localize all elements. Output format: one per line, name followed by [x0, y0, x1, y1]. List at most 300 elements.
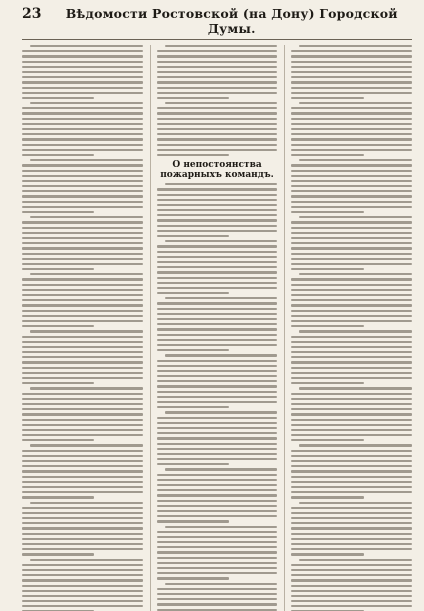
text-line — [291, 144, 412, 146]
text-line — [22, 533, 143, 535]
text-line — [291, 268, 363, 270]
text-line — [22, 232, 143, 234]
text-line — [22, 278, 143, 280]
text-line — [157, 365, 278, 367]
text-line — [157, 245, 278, 247]
text-line — [157, 520, 229, 522]
text-line — [291, 76, 412, 78]
text-line — [291, 419, 412, 421]
page-number: 23 — [22, 6, 42, 22]
text-line — [299, 559, 412, 561]
text-line — [291, 341, 412, 343]
text-line — [157, 235, 229, 237]
text-line — [157, 572, 278, 574]
text-line — [157, 505, 278, 507]
text-line — [291, 460, 412, 462]
text-line — [22, 569, 143, 571]
text-line — [22, 377, 143, 379]
text-line — [157, 593, 278, 595]
text-line — [22, 538, 143, 540]
text-line — [291, 66, 412, 68]
text-line — [291, 590, 412, 592]
text-line — [157, 199, 278, 201]
text-line — [299, 159, 412, 161]
text-line — [22, 310, 143, 312]
text-line — [291, 154, 363, 156]
text-line — [291, 92, 412, 94]
text-line — [22, 491, 143, 493]
text-line — [22, 247, 143, 249]
text-line — [291, 574, 412, 576]
text-line — [291, 227, 412, 229]
text-line — [22, 455, 143, 457]
text-line — [291, 553, 363, 555]
text-line — [22, 206, 143, 208]
text-line — [291, 429, 412, 431]
text-line — [291, 393, 412, 395]
text-line — [157, 112, 278, 114]
text-line — [30, 387, 143, 389]
text-line — [157, 188, 278, 190]
text-line — [291, 149, 412, 151]
text-line — [22, 465, 143, 467]
text-line — [291, 439, 363, 441]
text-line — [291, 450, 412, 452]
text-line — [22, 71, 143, 73]
text-line — [291, 294, 412, 296]
text-line — [22, 144, 143, 146]
text-line — [22, 527, 143, 529]
text-line — [291, 382, 363, 384]
text-line — [22, 221, 143, 223]
text-line — [157, 266, 278, 268]
text-line — [22, 450, 143, 452]
text-line — [299, 330, 412, 332]
text-line — [157, 536, 278, 538]
text-line — [30, 45, 143, 47]
text-line — [22, 574, 143, 576]
text-line — [157, 302, 278, 304]
text-line — [30, 444, 143, 446]
text-line — [157, 567, 278, 569]
text-line — [165, 45, 278, 47]
text-line — [22, 367, 143, 369]
text-line — [22, 486, 143, 488]
text-line — [299, 102, 412, 104]
text-line — [291, 242, 412, 244]
text-line — [291, 190, 412, 192]
text-line — [157, 92, 278, 94]
column-left — [22, 45, 143, 611]
text-line — [22, 496, 94, 498]
text-line — [291, 434, 412, 436]
text-line — [157, 479, 278, 481]
text-line — [291, 569, 412, 571]
text-line — [291, 185, 412, 187]
text-line — [22, 253, 143, 255]
text-line — [165, 526, 278, 528]
text-line — [157, 154, 229, 156]
text-line — [165, 354, 278, 356]
text-line — [291, 221, 412, 223]
text-line — [157, 380, 278, 382]
text-line — [165, 183, 278, 185]
text-line — [22, 92, 143, 94]
text-line — [157, 417, 278, 419]
text-line — [291, 424, 412, 426]
text-line — [299, 45, 412, 47]
text-line — [157, 453, 278, 455]
text-line — [291, 605, 412, 607]
text-line — [22, 579, 143, 581]
text-line — [157, 443, 278, 445]
column-middle — [150, 45, 278, 611]
text-line — [157, 541, 278, 543]
text-line — [291, 175, 412, 177]
text-line — [291, 164, 412, 166]
text-line — [22, 284, 143, 286]
text-line — [291, 413, 412, 415]
text-line — [291, 237, 412, 239]
text-line — [22, 382, 94, 384]
text-line — [157, 144, 278, 146]
text-line — [157, 138, 278, 140]
text-line — [291, 253, 412, 255]
text-line — [291, 538, 412, 540]
text-line — [291, 247, 412, 249]
text-line — [157, 609, 278, 611]
text-line — [157, 66, 278, 68]
text-line — [157, 494, 278, 496]
text-line — [22, 97, 94, 99]
text-line — [291, 201, 412, 203]
text-line — [22, 211, 94, 213]
text-line — [291, 310, 412, 312]
text-line — [157, 427, 278, 429]
text-line — [291, 367, 412, 369]
text-line — [291, 403, 412, 405]
text-line — [291, 289, 412, 291]
text-line — [291, 71, 412, 73]
text-line — [291, 325, 363, 327]
text-line — [291, 206, 412, 208]
text-line — [157, 562, 278, 564]
text-line — [157, 396, 278, 398]
text-line — [291, 55, 412, 57]
text-line — [22, 201, 143, 203]
text-line — [22, 320, 143, 322]
text-line — [291, 517, 412, 519]
text-line — [157, 71, 278, 73]
text-line — [157, 61, 278, 63]
text-line — [157, 546, 278, 548]
text-line — [157, 204, 278, 206]
text-line — [291, 50, 412, 52]
text-line — [157, 577, 229, 579]
text-line — [291, 87, 412, 89]
text-line — [157, 318, 278, 320]
text-line — [22, 242, 143, 244]
text-line — [157, 209, 278, 211]
text-line — [157, 256, 278, 258]
text-line — [157, 97, 229, 99]
text-line — [157, 50, 278, 52]
text-line — [291, 486, 412, 488]
text-line — [22, 434, 143, 436]
text-line — [299, 444, 412, 446]
text-line — [22, 564, 143, 566]
text-line — [30, 102, 143, 104]
text-line — [157, 349, 229, 351]
text-line — [157, 339, 278, 341]
text-line — [291, 211, 363, 213]
text-line — [22, 460, 143, 462]
text-line — [22, 325, 94, 327]
text-line — [22, 185, 143, 187]
text-line — [157, 219, 278, 221]
text-line — [157, 484, 278, 486]
text-line — [157, 370, 278, 372]
text-line — [291, 512, 412, 514]
text-line — [291, 455, 412, 457]
text-line — [157, 531, 278, 533]
text-line — [291, 195, 412, 197]
text-line — [157, 81, 278, 83]
text-line — [165, 411, 278, 413]
text-line — [291, 61, 412, 63]
text-line — [291, 123, 412, 125]
text-line — [157, 277, 278, 279]
text-line — [299, 216, 412, 218]
text-line — [291, 595, 412, 597]
text-line — [299, 502, 412, 504]
text-line — [157, 133, 278, 135]
text-line — [157, 323, 278, 325]
text-line — [22, 164, 143, 166]
text-line — [291, 112, 412, 114]
page-header — [22, 6, 412, 40]
text-line — [22, 154, 94, 156]
text-line — [157, 422, 278, 424]
text-line — [157, 251, 278, 253]
text-line — [22, 419, 143, 421]
text-line — [157, 313, 278, 315]
text-line — [291, 138, 412, 140]
text-line — [157, 489, 278, 491]
text-line — [22, 133, 143, 135]
text-line — [157, 375, 278, 377]
text-line — [291, 398, 412, 400]
text-line — [22, 268, 94, 270]
text-line — [22, 346, 143, 348]
text-line — [22, 553, 94, 555]
text-line — [22, 138, 143, 140]
text-line — [291, 263, 412, 265]
text-line — [291, 258, 412, 260]
text-line — [299, 387, 412, 389]
text-line — [157, 448, 278, 450]
text-line — [22, 227, 143, 229]
text-line — [157, 261, 278, 263]
text-line — [157, 510, 278, 512]
text-line — [291, 476, 412, 478]
text-line — [157, 118, 278, 120]
text-line — [291, 351, 412, 353]
text-line — [22, 190, 143, 192]
text-line — [291, 377, 412, 379]
text-line — [157, 603, 278, 605]
text-line — [157, 128, 278, 130]
text-line — [291, 465, 412, 467]
text-line — [291, 361, 412, 363]
text-line — [157, 474, 278, 476]
text-line — [22, 81, 143, 83]
text-line — [157, 406, 229, 408]
text-line — [291, 496, 363, 498]
text-line — [22, 170, 143, 172]
text-line — [157, 515, 278, 517]
text-line — [30, 216, 143, 218]
text-line — [22, 112, 143, 114]
text-line — [291, 527, 412, 529]
text-line — [22, 289, 143, 291]
text-line — [291, 133, 412, 135]
text-line — [157, 458, 278, 460]
text-line — [157, 463, 229, 465]
text-line — [291, 180, 412, 182]
text-line — [22, 590, 143, 592]
text-line — [30, 559, 143, 561]
text-line — [22, 128, 143, 130]
text-line — [291, 372, 412, 374]
text-line — [22, 299, 143, 301]
text-line — [291, 299, 412, 301]
text-line — [22, 356, 143, 358]
text-line — [22, 66, 143, 68]
text-line — [165, 102, 278, 104]
text-line — [22, 61, 143, 63]
column-text-lines — [157, 45, 278, 156]
text-line — [22, 413, 143, 415]
section-heading: О непостоянства пожарныхъ командъ. — [160, 160, 274, 181]
text-line — [157, 401, 278, 403]
text-line — [30, 159, 143, 161]
text-line — [22, 429, 143, 431]
text-line — [22, 50, 143, 52]
text-line — [157, 107, 278, 109]
text-line — [22, 398, 143, 400]
text-line — [157, 271, 278, 273]
text-line — [291, 579, 412, 581]
text-line — [22, 315, 143, 317]
text-line — [22, 123, 143, 125]
text-line — [22, 336, 143, 338]
text-line — [22, 118, 143, 120]
text-line — [165, 468, 278, 470]
text-line — [157, 360, 278, 362]
text-line — [22, 361, 143, 363]
text-line — [157, 76, 278, 78]
text-line — [157, 292, 229, 294]
text-line — [30, 273, 143, 275]
text-line — [291, 336, 412, 338]
text-line — [22, 403, 143, 405]
text-line — [291, 118, 412, 120]
text-line — [30, 330, 143, 332]
text-line — [157, 308, 278, 310]
text-line — [157, 214, 278, 216]
text-line — [157, 123, 278, 125]
text-line — [22, 595, 143, 597]
journal-title: Вѣдомости Ростовской (на Дону) Городской Думы. — [65, 6, 398, 36]
text-line — [22, 55, 143, 57]
text-line — [165, 583, 278, 585]
text-line — [157, 194, 278, 196]
text-line — [291, 507, 412, 509]
text-line — [22, 507, 143, 509]
text-line — [157, 432, 278, 434]
text-line — [22, 424, 143, 426]
text-line — [291, 533, 412, 535]
text-line — [157, 328, 278, 330]
text-line — [291, 481, 412, 483]
text-line — [22, 237, 143, 239]
text-line — [291, 522, 412, 524]
text-line — [291, 128, 412, 130]
text-line — [157, 282, 278, 284]
text-line — [157, 437, 278, 439]
text-line — [22, 439, 94, 441]
text-line — [22, 87, 143, 89]
text-line — [157, 551, 278, 553]
text-line — [291, 491, 412, 493]
text-line — [291, 170, 412, 172]
text-line — [291, 585, 412, 587]
text-line — [22, 548, 143, 550]
text-line — [22, 304, 143, 306]
text-line — [22, 195, 143, 197]
text-line — [157, 287, 278, 289]
text-line — [22, 481, 143, 483]
text-line — [22, 107, 143, 109]
text-line — [165, 240, 278, 242]
text-line — [157, 500, 278, 502]
text-line — [22, 585, 143, 587]
text-line — [22, 76, 143, 78]
text-line — [157, 344, 278, 346]
text-line — [22, 372, 143, 374]
text-line — [291, 543, 412, 545]
text-line — [22, 522, 143, 524]
text-line — [22, 149, 143, 151]
text-line — [291, 356, 412, 358]
column-text-lines — [291, 45, 412, 611]
text-line — [291, 315, 412, 317]
text-line — [291, 107, 412, 109]
column-right — [284, 45, 412, 611]
text-columns — [22, 45, 412, 611]
text-line — [291, 232, 412, 234]
text-line — [22, 512, 143, 514]
text-line — [157, 391, 278, 393]
text-line — [157, 334, 278, 336]
text-line — [22, 263, 143, 265]
column-text-lines — [22, 45, 143, 611]
text-line — [291, 470, 412, 472]
text-line — [291, 408, 412, 410]
text-line — [157, 230, 278, 232]
text-line — [30, 502, 143, 504]
